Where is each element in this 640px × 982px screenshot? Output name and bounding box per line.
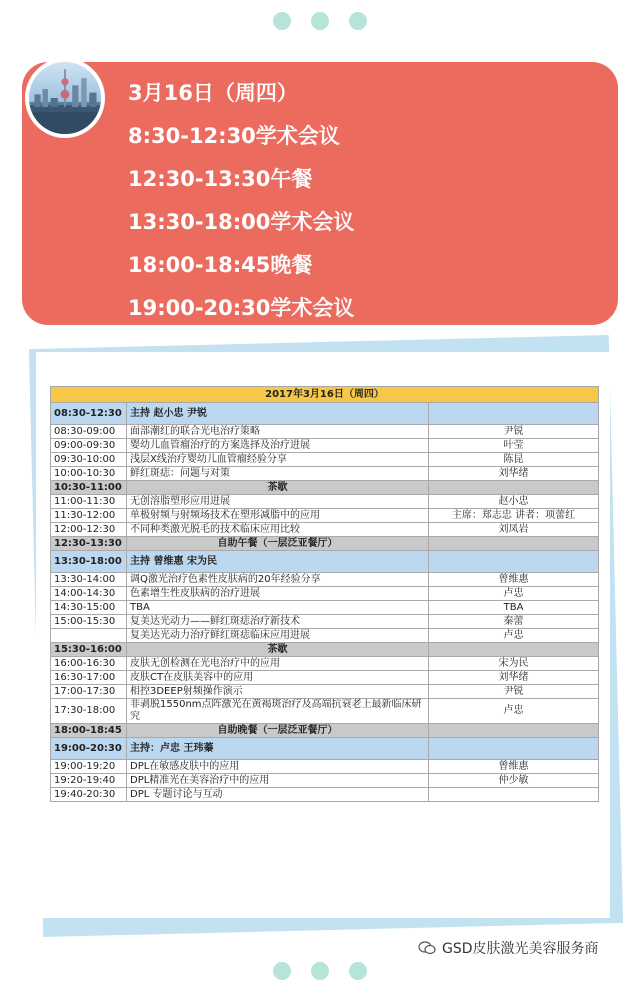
- dot: [311, 12, 329, 30]
- speaker-cell: 曾维惠: [429, 760, 599, 774]
- table-row: [51, 788, 599, 802]
- bottom-pagination-dots: [0, 962, 640, 980]
- summary-session-2: 13:30-18:00学术会议: [128, 210, 355, 234]
- break-row: [51, 724, 599, 738]
- table-row: [51, 615, 599, 629]
- summary-dinner: 18:00-18:45晚餐: [128, 253, 313, 277]
- speaker-cell: 主席：郑志忠 讲者：项蕾红: [429, 509, 599, 523]
- topic-cell: 不同种类激光脱毛的技术临床应用比较: [127, 523, 429, 537]
- time-cell: 19:00-20:30: [51, 738, 127, 760]
- table-row: [51, 439, 599, 453]
- session-header-row: [51, 551, 599, 573]
- time-cell: 11:00-11:30: [51, 495, 127, 509]
- table-row: [51, 425, 599, 439]
- speaker-cell: 仲少敏: [429, 774, 599, 788]
- topic-cell: DPL在敏感皮肤中的应用: [127, 760, 429, 774]
- table-row: [51, 467, 599, 481]
- table-row: [51, 573, 599, 587]
- time-cell: 10:30-11:00: [51, 481, 127, 495]
- summary-session-1: 8:30-12:30学术会议: [128, 124, 340, 148]
- topic-cell: TBA: [127, 601, 429, 615]
- watermark-text: GSD皮肤激光美容服务商: [442, 941, 599, 957]
- city-skyline-avatar: [25, 58, 105, 138]
- time-cell: 16:00-16:30: [51, 657, 127, 671]
- topic-cell: 鲜红斑痣：问题与对策: [127, 467, 429, 481]
- speaker-cell: [429, 724, 599, 738]
- time-cell: 11:30-12:00: [51, 509, 127, 523]
- speaker-cell: 陈昆: [429, 453, 599, 467]
- watermark: [418, 938, 599, 958]
- summary-lunch: 12:30-13:30午餐: [128, 167, 313, 191]
- topic-cell: 色素增生性皮肤病的治疗进展: [127, 587, 429, 601]
- time-cell: 14:30-15:00: [51, 601, 127, 615]
- dot: [273, 12, 291, 30]
- table-title-row: [51, 387, 599, 403]
- table-row: [51, 509, 599, 523]
- break-row: [51, 643, 599, 657]
- topic-cell: 自助晚餐（一层泛亚餐厅）: [127, 724, 429, 738]
- speaker-cell: [429, 551, 599, 573]
- dot: [273, 962, 291, 980]
- speaker-cell: [429, 403, 599, 425]
- time-cell: 12:00-12:30: [51, 523, 127, 537]
- topic-cell: 无创溶脂塑形应用进展: [127, 495, 429, 509]
- table-row: [51, 495, 599, 509]
- time-cell: 09:00-09:30: [51, 439, 127, 453]
- table-row: [51, 699, 599, 724]
- speaker-cell: 秦蕾: [429, 615, 599, 629]
- time-cell: 08:30-12:30: [51, 403, 127, 425]
- table-row: [51, 760, 599, 774]
- speaker-cell: 卢忠: [429, 587, 599, 601]
- dot: [311, 962, 329, 980]
- speaker-cell: 卢忠: [429, 699, 599, 724]
- time-cell: 13:30-18:00: [51, 551, 127, 573]
- topic-cell: 复美达光动力——鲜红斑痣治疗新技术: [127, 615, 429, 629]
- speaker-cell: 叶莹: [429, 439, 599, 453]
- top-pagination-dots: [0, 12, 640, 30]
- speaker-cell: 卢忠: [429, 629, 599, 643]
- skyline-image: [29, 62, 101, 134]
- schedule-table-body: [51, 387, 599, 802]
- time-cell: 17:30-18:00: [51, 699, 127, 724]
- time-cell: 15:30-16:00: [51, 643, 127, 657]
- table-row: [51, 587, 599, 601]
- time-cell: 19:00-19:20: [51, 760, 127, 774]
- time-cell: 12:30-13:30: [51, 537, 127, 551]
- topic-cell: 皮肤无创检测在光电治疗中的应用: [127, 657, 429, 671]
- schedule-table: [50, 386, 599, 802]
- time-cell: 19:40-20:30: [51, 788, 127, 802]
- dot: [349, 962, 367, 980]
- speaker-cell: 尹锐: [429, 685, 599, 699]
- time-cell: 10:00-10:30: [51, 467, 127, 481]
- speaker-cell: [429, 481, 599, 495]
- dot: [349, 12, 367, 30]
- session-header-row: [51, 738, 599, 760]
- table-row: [51, 629, 599, 643]
- time-cell: 15:00-15:30: [51, 615, 127, 629]
- speaker-cell: [429, 738, 599, 760]
- summary-date: 3月16日（周四）: [128, 81, 298, 105]
- table-row: [51, 453, 599, 467]
- topic-cell: 非剥脱1550nm点阵激光在黄褐斑治疗及高端抗衰老上最新临床研究: [127, 699, 429, 724]
- speaker-cell: 曾维惠: [429, 573, 599, 587]
- speaker-cell: [429, 537, 599, 551]
- speaker-cell: 赵小忠: [429, 495, 599, 509]
- speaker-cell: 刘华绪: [429, 671, 599, 685]
- table-title: 2017年3月16日（周四）: [51, 387, 599, 403]
- speaker-cell: [429, 788, 599, 802]
- time-cell: 09:30-10:00: [51, 453, 127, 467]
- time-cell: 13:30-14:00: [51, 573, 127, 587]
- topic-cell: 主持 赵小忠 尹锐: [127, 403, 429, 425]
- topic-cell: 茶歇: [127, 481, 429, 495]
- summary-session-3: 19:00-20:30学术会议: [128, 296, 355, 320]
- topic-cell: 复美达光动力治疗鲜红斑痣临床应用进展: [127, 629, 429, 643]
- table-row: [51, 671, 599, 685]
- speaker-cell: 尹锐: [429, 425, 599, 439]
- time-cell: 19:20-19:40: [51, 774, 127, 788]
- topic-cell: 主持 曾维惠 宋为民: [127, 551, 429, 573]
- time-cell: 14:00-14:30: [51, 587, 127, 601]
- speaker-cell: 宋为民: [429, 657, 599, 671]
- table-row: [51, 685, 599, 699]
- time-cell: 08:30-09:00: [51, 425, 127, 439]
- topic-cell: 主持：卢忠 王玮蓁: [127, 738, 429, 760]
- topic-cell: 面部潮红的联合光电治疗策略: [127, 425, 429, 439]
- topic-cell: 相控3DEEP射频操作演示: [127, 685, 429, 699]
- time-cell: 17:00-17:30: [51, 685, 127, 699]
- break-row: [51, 537, 599, 551]
- topic-cell: 调Q激光治疗色素性皮肤病的20年经验分享: [127, 573, 429, 587]
- summary-lines: [128, 72, 354, 330]
- table-row: [51, 774, 599, 788]
- topic-cell: DPL 专题讨论与互动: [127, 788, 429, 802]
- time-cell: [51, 629, 127, 643]
- wechat-icon: [418, 941, 436, 955]
- session-header-row: [51, 403, 599, 425]
- speaker-cell: [429, 643, 599, 657]
- table-row: [51, 657, 599, 671]
- table-row: [51, 523, 599, 537]
- table-row: [51, 601, 599, 615]
- topic-cell: 皮肤CT在皮肤美容中的应用: [127, 671, 429, 685]
- topic-cell: 浅层X线治疗婴幼儿血管瘤经验分享: [127, 453, 429, 467]
- topic-cell: 茶歇: [127, 643, 429, 657]
- break-row: [51, 481, 599, 495]
- topic-cell: 自助午餐（一层泛亚餐厅）: [127, 537, 429, 551]
- time-cell: 16:30-17:00: [51, 671, 127, 685]
- time-cell: 18:00-18:45: [51, 724, 127, 738]
- topic-cell: 婴幼儿血管瘤治疗的方案选择及治疗进展: [127, 439, 429, 453]
- speaker-cell: TBA: [429, 601, 599, 615]
- topic-cell: DPL精准光在美容治疗中的应用: [127, 774, 429, 788]
- speaker-cell: 刘凤岩: [429, 523, 599, 537]
- speaker-cell: 刘华绪: [429, 467, 599, 481]
- topic-cell: 单极射频与射频场技术在塑形减脂中的应用: [127, 509, 429, 523]
